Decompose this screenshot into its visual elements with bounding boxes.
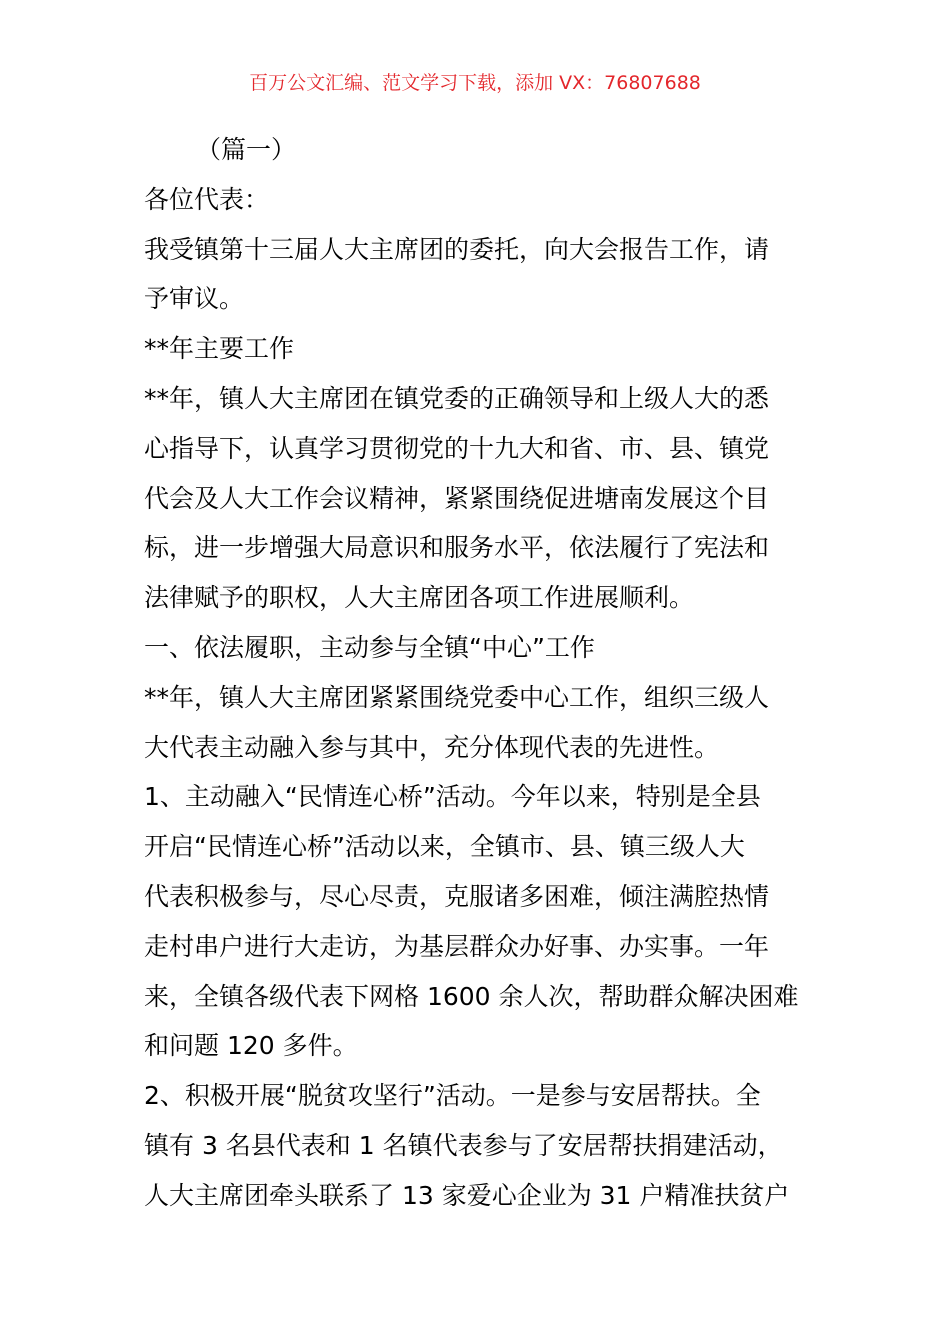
paragraph-line: 和问题 120 多件。 [144,1031,358,1061]
paragraph-line: 心指导下，认真学习贯彻党的十九大和省、市、县、镇党 [144,433,770,463]
paragraph-line: 代表积极参与，尽心尽责，克服诸多困难，倾注满腔热情 [144,881,770,911]
paragraph-line: 予审议。 [144,284,245,314]
subheading: 一、依法履职，主动参与全镇“中心”工作 [144,632,595,662]
salutation: 各位代表： [144,184,270,214]
subheading: **年主要工作 [144,334,295,364]
paragraph-line: 标，进一步增强大局意识和服务水平，依法履行了宪法和 [144,533,770,563]
paragraph-line: **年，镇人大主席团紧紧围绕党委中心工作，组织三级人 [144,682,770,712]
paragraph-line: 来，全镇各级代表下网格 1600 余人次，帮助群众解决困难 [144,981,799,1011]
paragraph-line: 走村串户进行大走访，为基层群众办好事、办实事。一年 [144,931,770,961]
paragraph-line: 法律赋予的职权，人大主席团各项工作进展顺利。 [144,583,695,613]
paragraph-line: 1、主动融入“民情连心桥”活动。今年以来，特别是全县 [144,782,761,812]
paragraph-line: 代会及人大工作会议精神，紧紧围绕促进塘南发展这个目 [144,483,770,513]
paragraph-line: 人大主席团牵头联系了 13 家爱心企业为 31 户精准扶贫户 [144,1180,790,1210]
paragraph-line: 镇有 3 名县代表和 1 名镇代表参与了安居帮扶捐建活动， [144,1130,783,1160]
watermark-header: 百万公文汇编、范文学习下载，添加 VX：76807688 [249,72,701,94]
paragraph-line: 2、积极开展“脱贫攻坚行”活动。一是参与安居帮扶。全 [144,1081,761,1111]
paragraph-line: 开启“民情连心桥”活动以来，全镇市、县、镇三级人大 [144,832,745,862]
paragraph-line: **年，镇人大主席团在镇党委的正确领导和上级人大的悉 [144,383,770,413]
paragraph-line: 大代表主动融入参与其中，充分体现代表的先进性。 [144,732,720,762]
section-title: （篇一） [196,135,297,164]
paragraph-line: 我受镇第十三届人大主席团的委托，向大会报告工作，请 [144,234,770,264]
document-body [144,125,814,1221]
